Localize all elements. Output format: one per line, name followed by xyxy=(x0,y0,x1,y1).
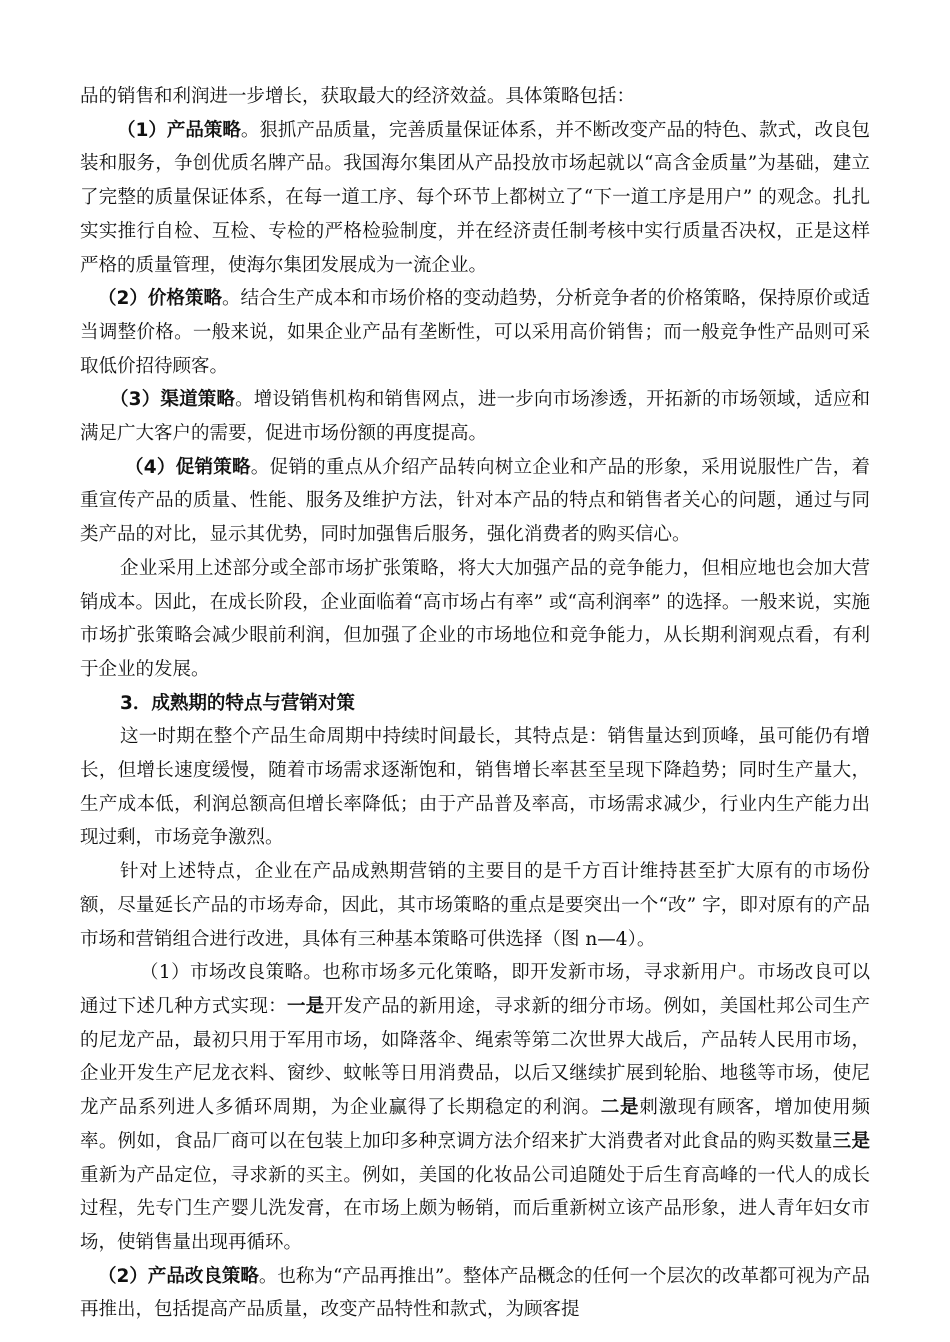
paragraph-intro: 品的销售和利润进一步增长，获取最大的经济效益。具体策略包括： xyxy=(80,86,636,107)
text-market-improvement-b: 开发产品的新用途，寻求新的细分市场。例如，美国杜邦公司生产的尼龙产品，最初只用于军用市场，如降落伞、绳索等第二次世界大战后，产品转人民用市场，企业开发生产尼龙衣料、窗纱、蚊帐等日用消费品，以后又继续扩展到轮胎、地毯等市场，使尼龙产品系列进人多循环周期，为企业赢得了长期稳定的利润。 xyxy=(80,995,870,1119)
section-heading-maturity: 3．成熟期的特点与营销对策 xyxy=(120,692,355,714)
heading-product-strategy: （1）产品策略 xyxy=(117,119,241,141)
paragraph-maturity-features: 这一时期在整个产品生命周期中持续时间最长，其特点是：销售量达到顶峰，虽可能仍有增长，但增长速度缓慢，随着市场需求逐渐饱和，销售增长率甚至呈现下降趋势；同时生产量大，生产成本低，利润总额高但增长率降低；由于产品普及率高，市场需求减少，行业内生产能力出现过剩，市场竞争激烈。 xyxy=(80,726,870,849)
paragraph-promotion-strategy xyxy=(80,451,870,552)
text-market-improvement-a: （1）市场改良策略。也称市场多元化策略，即开发新市场，寻求新用户。市场改良可以通过下述几种方式实现： xyxy=(80,962,870,1017)
keyword-first: 一是 xyxy=(286,995,325,1017)
paragraph-expansion-summary: 企业采用上述部分或全部市场扩张策略，将大大加强产品的竞争能力，但相应地也会加大营销成本。因此，在成长阶段，企业面临着“高市场占有率” 或“高利润率” 的选择。一般来说，实施市场扩张策略会减少眼前利润，但加强了企业的市场地位和竞争能力，从长期利润观点看，有利于企业的发展。 xyxy=(80,557,870,680)
heading-product-improvement: （2）产品改良策略 xyxy=(98,1265,259,1287)
paragraph-product-strategy xyxy=(80,114,870,283)
text-product-strategy: 。狠抓产品质量，完善质量保证体系，并不断改变产品的特色、款式，改良包装和服务，争创优质名牌产品。我国海尔集团从产品投放市场起就以“高含金质量”为基础，建立了完整的质量保证体系，在每一道工序、每个环节上都树立了“下一道工序是用户” 的观念。扎扎实实推行自检、互检、专检的严格检验制度，并在经济责任制考核中实行质量否决权，正是这样严格的质量管理，使海尔集团发展成为一流企业。 xyxy=(80,119,870,276)
keyword-third: 三是 xyxy=(832,1130,870,1152)
heading-promotion-strategy: （4）促销策略 xyxy=(125,456,251,478)
paragraph-maturity-goal: 针对上述特点，企业在产品成熟期营销的主要目的是千方百计维持甚至扩大原有的市场份额，尽量延长产品的市场寿命，因此，其市场策略的重点是要突出一个“改” 字，即对原有的产品市场和营销组合进行改进，具体有三种基本策略可供选择（图 n—4）。 xyxy=(80,861,870,950)
text-market-improvement-d: 重新为产品定位，寻求新的买主。例如，美国的化妆品公司追随处于后生育高峰的一代人的成长过程，先专门生产婴儿洗发膏，在市场上颇为畅销，而后重新树立该产品形象，进人青年妇女市场，使销售量出现再循环。 xyxy=(80,1164,870,1253)
text-product-improvement: 。也称为“产品再推出”。整体产品概念的任何一个层次的改革都可视为产品再推出，包括提高产品质量，改变产品特性和款式，为顾客提 xyxy=(80,1265,871,1321)
text-channel-strategy: 。增设销售机构和销售网点，进一步向市场渗透，开拓新的市场领域，适应和满足广大客户的需要，促进市场份额的再度提高。 xyxy=(80,389,870,445)
paragraph-product-improvement xyxy=(80,1260,870,1327)
paragraph-market-improvement xyxy=(80,956,870,1259)
text-market-improvement-c: 刺激现有顾客，增加使用频率。例如，食品厂商可以在包装上加印多种烹调方法介绍来扩大消费者对此食品的购买数量 xyxy=(80,1097,870,1152)
text-promotion-strategy: 。促销的重点从介绍产品转向树立企业和产品的形象，采用说服性广告，着重宣传产品的质量、性能、服务及维护方法，针对本产品的特点和销售者关心的问题，通过与同类产品的对比，显示其优势，同时加强售后服务，强化消费者的购买信心。 xyxy=(80,456,870,546)
heading-price-strategy: （2）价格策略 xyxy=(98,288,222,310)
text-price-strategy: 。结合生产成本和市场价格的变动趋势，分析竞争者的价格策略，保持原价或适当调整价格。一般来说，如果企业产品有垄断性，可以采用高价销售；而一般竞争性产品则可采取低价招待顾客。 xyxy=(80,288,870,377)
heading-channel-strategy: （3）渠道策略 xyxy=(110,389,236,411)
document-page xyxy=(80,80,870,1327)
keyword-second: 二是 xyxy=(600,1097,640,1119)
paragraph-price-strategy xyxy=(80,282,870,383)
paragraph-channel-strategy xyxy=(80,383,870,450)
